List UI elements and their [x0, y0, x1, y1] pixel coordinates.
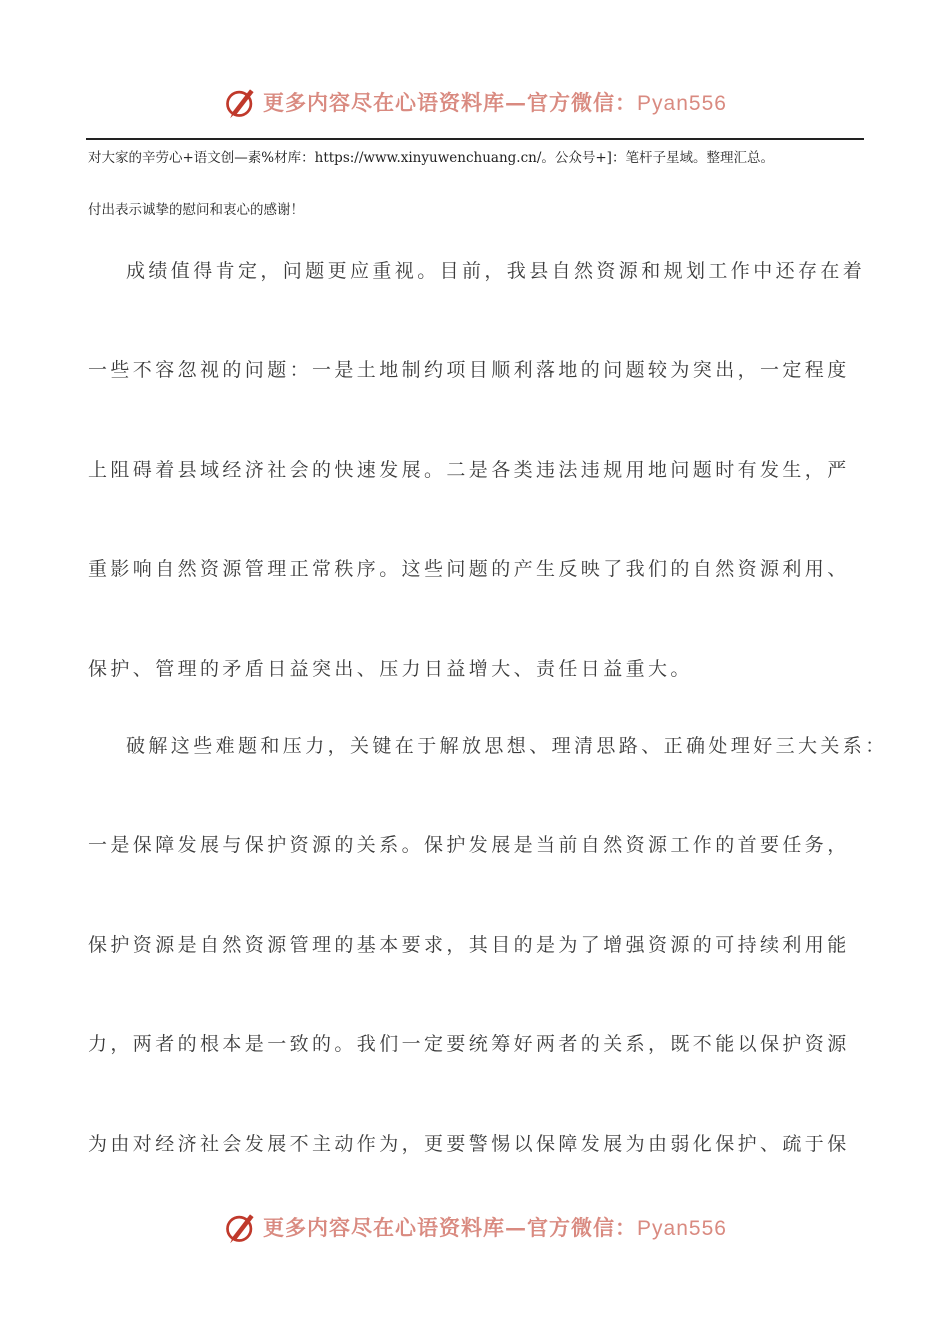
- body-line-8: 保护资源是自然资源管理的基本要求，其目的是为了增强资源的可持续利用能: [88, 934, 850, 956]
- header-banner: [0, 82, 950, 122]
- pen-circle-icon: [223, 84, 259, 120]
- body-line-4: 重影响自然资源管理正常秩序。这些问题的产生反映了我们的自然资源利用、: [88, 558, 850, 580]
- header-wechat-handle: Pyan556: [637, 92, 727, 115]
- footer-wechat-handle: Pyan556: [637, 1217, 727, 1240]
- body-line-9: 力，两者的根本是一致的。我们一定要统筹好两者的关系，既不能以保护资源: [88, 1033, 850, 1055]
- note-line-1: 对大家的辛劳心+语文创—素%材库：https://www.xinyuwenchuang.cn/。公众号+]：笔杆子星域。整理汇总。: [88, 150, 774, 166]
- pen-circle-icon: [223, 1209, 259, 1245]
- body-line-10: 为由对经济社会发展不主动作为，更要警惕以保障发展为由弱化保护、疏于保: [88, 1133, 850, 1155]
- header-banner-text: 更多内容尽在心语资料库—官方微信：Pyan556: [263, 90, 727, 115]
- footer-banner: [0, 1207, 950, 1247]
- body-line-5: 保护、管理的矛盾日益突出、压力日益增大、责任日益重大。: [88, 658, 693, 680]
- body-line-7: 一是保障发展与保护资源的关系。保护发展是当前自然资源工作的首要任务，: [88, 834, 850, 856]
- body-line-1: 成绩值得肯定，问题更应重视。目前，我县自然资源和规划工作中还存在着: [126, 260, 866, 282]
- body-line-2: 一些不容忽视的问题：一是土地制约项目顺利落地的问题较为突出，一定程度: [88, 359, 850, 381]
- footer-banner-text: 更多内容尽在心语资料库—官方微信：Pyan556: [263, 1215, 727, 1240]
- body-line-3: 上阻碍着县域经济社会的快速发展。二是各类违法违规用地问题时有发生，严: [88, 459, 850, 481]
- header-divider: [86, 138, 864, 140]
- body-line-6: 破解这些难题和压力，关键在于解放思想、理清思路、正确处理好三大关系：: [126, 735, 888, 757]
- note-line-2: 付出表示诚挚的慰问和衷心的感谢！: [88, 202, 304, 218]
